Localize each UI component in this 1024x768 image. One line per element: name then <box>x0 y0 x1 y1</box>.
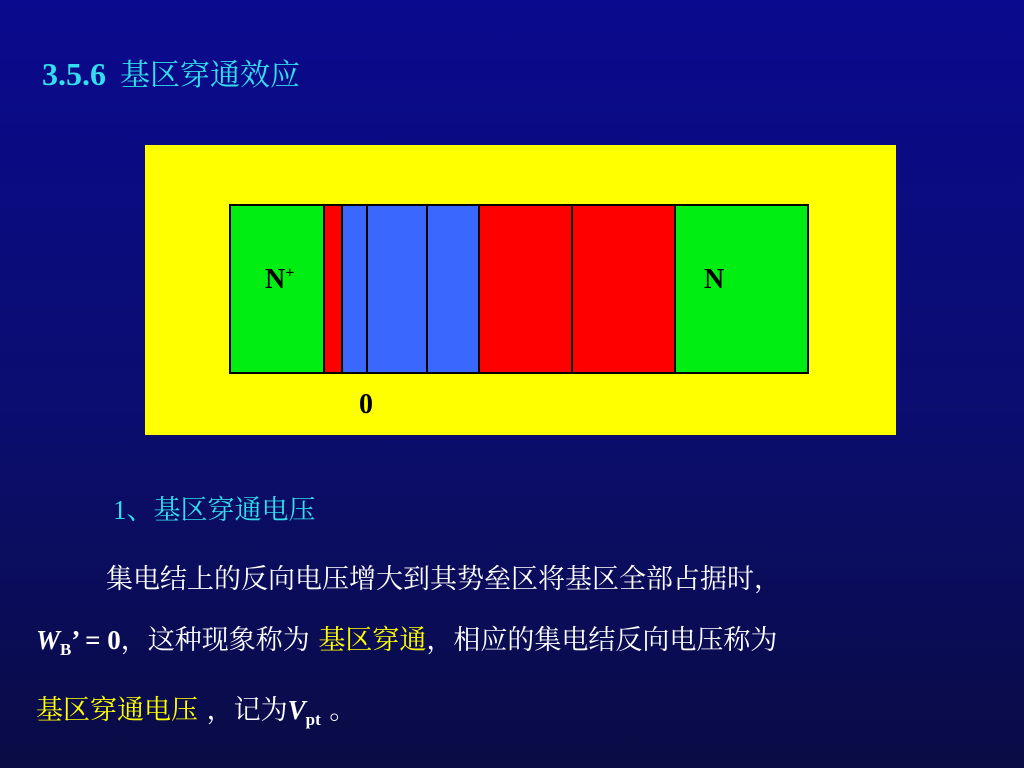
body-paragraph <box>36 550 996 750</box>
paragraph-line-2: $W_B$’ = 0，这种现象称为 基区穿通，相应的集电结反向电压称为 <box>36 625 778 659</box>
paragraph-line-1: 集电结上的反向电压增大到其势垒区将基区全部占据时， <box>106 564 781 595</box>
term-punch-through: 基区穿通 <box>318 625 427 656</box>
title-text: 基区穿通效应 <box>120 58 300 93</box>
wb-equals-zero: ’ = 0 <box>71 625 121 655</box>
slide-title <box>42 50 300 94</box>
base-region-segment <box>428 206 480 372</box>
vpt-symbol: V <box>287 695 306 725</box>
collector-region <box>676 206 807 372</box>
emitter-label: N+ <box>265 264 295 295</box>
section-number: 3.5.6 <box>42 56 106 92</box>
transistor-diagram <box>229 204 809 374</box>
emitter-region <box>231 206 325 372</box>
vpt-subscript: pt <box>305 710 321 729</box>
collector-depletion-region <box>573 206 676 372</box>
base-region-segment <box>368 206 428 372</box>
collector-depletion-region <box>480 206 573 372</box>
paragraph-line-3: 基区穿通电压 ，记为$V_{pt}$ 。 <box>36 695 357 729</box>
figure-panel <box>145 145 896 435</box>
wb-symbol: W <box>36 625 61 655</box>
term-punch-through-voltage: 基区穿通电压 <box>36 695 198 726</box>
origin-label: 0 <box>359 389 373 420</box>
emitter-depletion-region <box>325 206 343 372</box>
wb-subscript: B <box>60 640 72 659</box>
base-region-segment <box>343 206 368 372</box>
collector-label: N <box>704 264 725 295</box>
subsection-heading: 1、基区穿通电压 <box>113 495 316 526</box>
